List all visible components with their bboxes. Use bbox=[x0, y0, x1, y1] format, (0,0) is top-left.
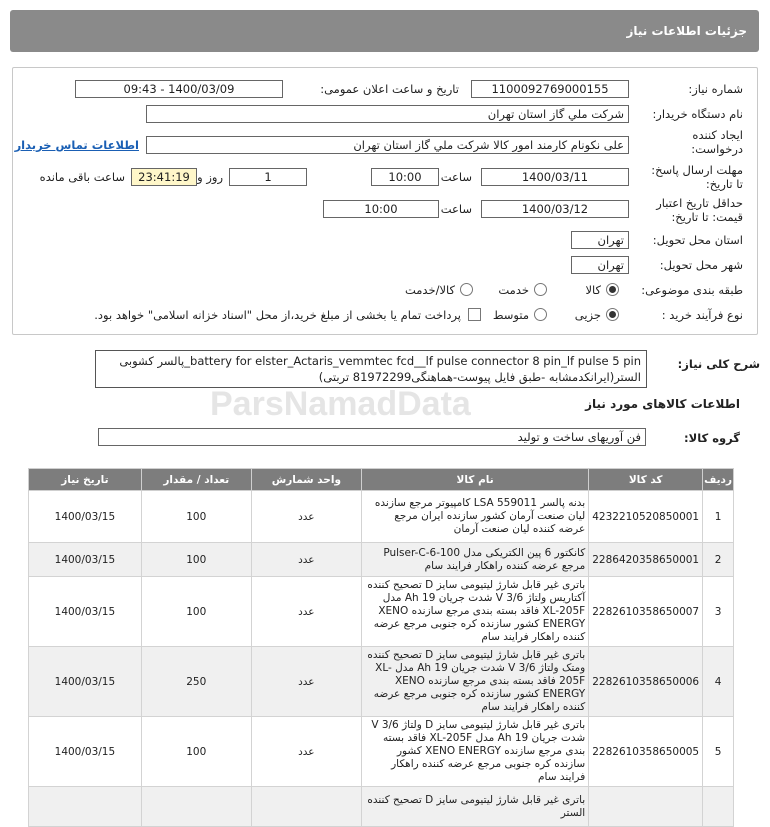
cell-code bbox=[589, 787, 703, 827]
goods-group-label: گروه کالا: bbox=[684, 431, 740, 445]
category-service-radio[interactable] bbox=[534, 283, 547, 296]
buyer-field: شرکت ملي گاز استان تهران bbox=[146, 105, 629, 123]
goods-group-field: فن آوریهای ساخت و تولید bbox=[98, 428, 646, 446]
treasury-payment-checkbox[interactable] bbox=[468, 308, 481, 321]
announce-field: 1400/03/09 - 09:43 bbox=[75, 80, 283, 98]
process-label: نوع فرآیند خرید : bbox=[661, 308, 743, 322]
buyer-label: نام دستگاه خریدار: bbox=[652, 107, 743, 121]
goods-section-title: اطلاعات کالاهای مورد نیاز bbox=[585, 397, 740, 411]
category-label: طبقه بندی موضوعی: bbox=[641, 283, 743, 297]
cell-code: 2282610358650005 bbox=[589, 717, 703, 787]
watermark: ParsNamadData bbox=[210, 385, 471, 423]
cell-date: 1400/03/15 bbox=[29, 717, 142, 787]
description-label: شرح کلی نیاز: bbox=[677, 357, 760, 371]
process-medium-radio[interactable] bbox=[534, 308, 547, 321]
creator-label-2: درخواست: bbox=[691, 142, 743, 156]
cell-name: باتری غیر قابل شارژ لیتیومی سایز D تصحیح کننده الستر bbox=[361, 787, 588, 827]
cell-name: باتری غیر قابل شارژ لیتیومی سایز D ولتاژ 3/6 V شدت جریان 19 Ah مدل XL-205F فاقد بسته بندی مرجع سازنده XENO ENERGY کشور سازنده کره جنوبی مرجع عرضه کننده راهکار فرایند سام bbox=[361, 717, 588, 787]
cell-date: 1400/03/15 bbox=[29, 577, 142, 647]
cell-date: 1400/03/15 bbox=[29, 647, 142, 717]
cell-date: 1400/03/15 bbox=[29, 543, 142, 577]
table-row[interactable] bbox=[29, 717, 734, 787]
page-header bbox=[10, 10, 759, 52]
cell-unit: عدد bbox=[251, 491, 361, 543]
table-header-row bbox=[29, 469, 734, 491]
col-header-code: کد کالا bbox=[589, 469, 703, 491]
cell-qty: 250 bbox=[141, 647, 251, 717]
remaining-label: ساعت باقی مانده bbox=[39, 170, 125, 184]
cell-qty: 100 bbox=[141, 577, 251, 647]
goods-table bbox=[28, 468, 734, 827]
col-header-date: تاریخ نیاز bbox=[29, 469, 142, 491]
cell-name: باتری غیر قابل شارژ لیتیومی سایز D تصحیح کننده آکتاریس ولتاژ 3/6 V شدت جریان 19 Ah مدل XL-205F فاقد بسته بندی مرجع سازنده XENO ENERGY کشور سازنده کره جنوبی مرجع عرضه کننده راهکار فرایند سام bbox=[361, 577, 588, 647]
description-field: battery for elster_Actaris_vemmtec fcd__lf pulse connector 8 pin_lf pulse 5 pin_پالسر کشوبی الستر(ایرانکدمشابه -طبق فایل پیوست-هماهنگی81972299 تربتی) bbox=[95, 350, 647, 388]
validity-time-field: 10:00 bbox=[323, 200, 439, 218]
col-header-row: ردیف bbox=[703, 469, 734, 491]
cell-unit: عدد bbox=[251, 717, 361, 787]
process-minor-label: جزیی bbox=[574, 308, 601, 322]
table-row[interactable] bbox=[29, 491, 734, 543]
cell-code: 2282610358650006 bbox=[589, 647, 703, 717]
need-number-field: 1100092769000155 bbox=[471, 80, 629, 98]
category-goods-label: کالا bbox=[585, 283, 601, 297]
cell-qty: 100 bbox=[141, 491, 251, 543]
days-label: روز و bbox=[197, 170, 223, 184]
col-header-name: نام کالا bbox=[361, 469, 588, 491]
cell-row: 1 bbox=[703, 491, 734, 543]
validity-label-2: قیمت: تا تاریخ: bbox=[671, 210, 743, 224]
cell-row: 5 bbox=[703, 717, 734, 787]
cell-qty: 100 bbox=[141, 717, 251, 787]
deadline-label-2: تا تاریخ: bbox=[705, 177, 743, 191]
validity-time-label: ساعت bbox=[440, 202, 472, 216]
cell-date: 1400/03/15 bbox=[29, 491, 142, 543]
cell-row: 4 bbox=[703, 647, 734, 717]
table-row[interactable] bbox=[29, 647, 734, 717]
need-info-panel bbox=[12, 67, 758, 335]
category-goods-radio[interactable] bbox=[606, 283, 619, 296]
page-title: جزئیات اطلاعات نیاز bbox=[626, 24, 747, 38]
validity-label-1: حداقل تاریخ اعتبار bbox=[656, 196, 743, 210]
category-service-label: خدمت bbox=[498, 283, 529, 297]
buyer-contact-link[interactable]: اطلاعات تماس خریدار bbox=[14, 138, 139, 152]
deadline-time-label: ساعت bbox=[440, 170, 472, 184]
deadline-time-field: 10:00 bbox=[371, 168, 439, 186]
cell-qty bbox=[141, 787, 251, 827]
category-goods-service-radio[interactable] bbox=[460, 283, 473, 296]
table-row[interactable] bbox=[29, 787, 734, 827]
cell-unit: عدد bbox=[251, 647, 361, 717]
announce-label: تاریخ و ساعت اعلان عمومی: bbox=[320, 82, 459, 96]
table-row[interactable] bbox=[29, 543, 734, 577]
cell-qty: 100 bbox=[141, 543, 251, 577]
cell-code: 2282610358650007 bbox=[589, 577, 703, 647]
cell-name: بدنه پالسر LSA 559011 کامپیوتر مرجع سازنده لیان صنعت آرمان کشور سازنده ایران مرجع عرضه کننده لیان صنعت آرمان bbox=[361, 491, 588, 543]
col-header-unit: واحد شمارش bbox=[251, 469, 361, 491]
cell-row: 3 bbox=[703, 577, 734, 647]
payment-note: پرداخت تمام یا بخشی از مبلغ خرید،از محل "اسناد خزانه اسلامی" خواهد بود. bbox=[94, 308, 461, 322]
city-field: تهران bbox=[571, 256, 629, 274]
cell-row: 2 bbox=[703, 543, 734, 577]
col-header-qty: تعداد / مقدار bbox=[141, 469, 251, 491]
province-label: استان محل تحویل: bbox=[652, 233, 743, 247]
city-label: شهر محل تحویل: bbox=[659, 258, 743, 272]
cell-row bbox=[703, 787, 734, 827]
category-goods-service-label: کالا/خدمت bbox=[404, 283, 455, 297]
remaining-time-field: 23:41:19 bbox=[131, 168, 197, 186]
validity-date-field: 1400/03/12 bbox=[481, 200, 629, 218]
cell-unit: عدد bbox=[251, 577, 361, 647]
creator-field: علی نکونام کارمند امور کالا شرکت ملي گاز استان تهران bbox=[146, 136, 629, 154]
days-field: 1 bbox=[229, 168, 307, 186]
cell-name: باتری غیر قابل شارژ لیتیومی سایز D تصحیح کننده ومتک ولتاژ 3/6 V شدت جریان 19 Ah مدل XL-205F فاقد بسته بندی مرجع سازنده XENO ENERGY کشور سازنده کره جنوبی مرجع عرضه کننده راهکار فرایند سام bbox=[361, 647, 588, 717]
cell-name: کانکتور 6 پین الکتریکی مدل Pulser-C-6-100 مرجع عرضه کننده راهکار فرایند سام bbox=[361, 543, 588, 577]
cell-code: 2286420358650001 bbox=[589, 543, 703, 577]
cell-unit: عدد bbox=[251, 543, 361, 577]
cell-code: 4232210520850001 bbox=[589, 491, 703, 543]
process-medium-label: متوسط bbox=[492, 308, 529, 322]
province-field: تهران bbox=[571, 231, 629, 249]
cell-unit bbox=[251, 787, 361, 827]
process-minor-radio[interactable] bbox=[606, 308, 619, 321]
creator-label-1: ایجاد کننده bbox=[692, 128, 743, 142]
deadline-label-1: مهلت ارسال پاسخ: bbox=[651, 163, 743, 177]
cell-date bbox=[29, 787, 142, 827]
table-row[interactable] bbox=[29, 577, 734, 647]
deadline-date-field: 1400/03/11 bbox=[481, 168, 629, 186]
need-number-label: شماره نیاز: bbox=[688, 82, 743, 96]
